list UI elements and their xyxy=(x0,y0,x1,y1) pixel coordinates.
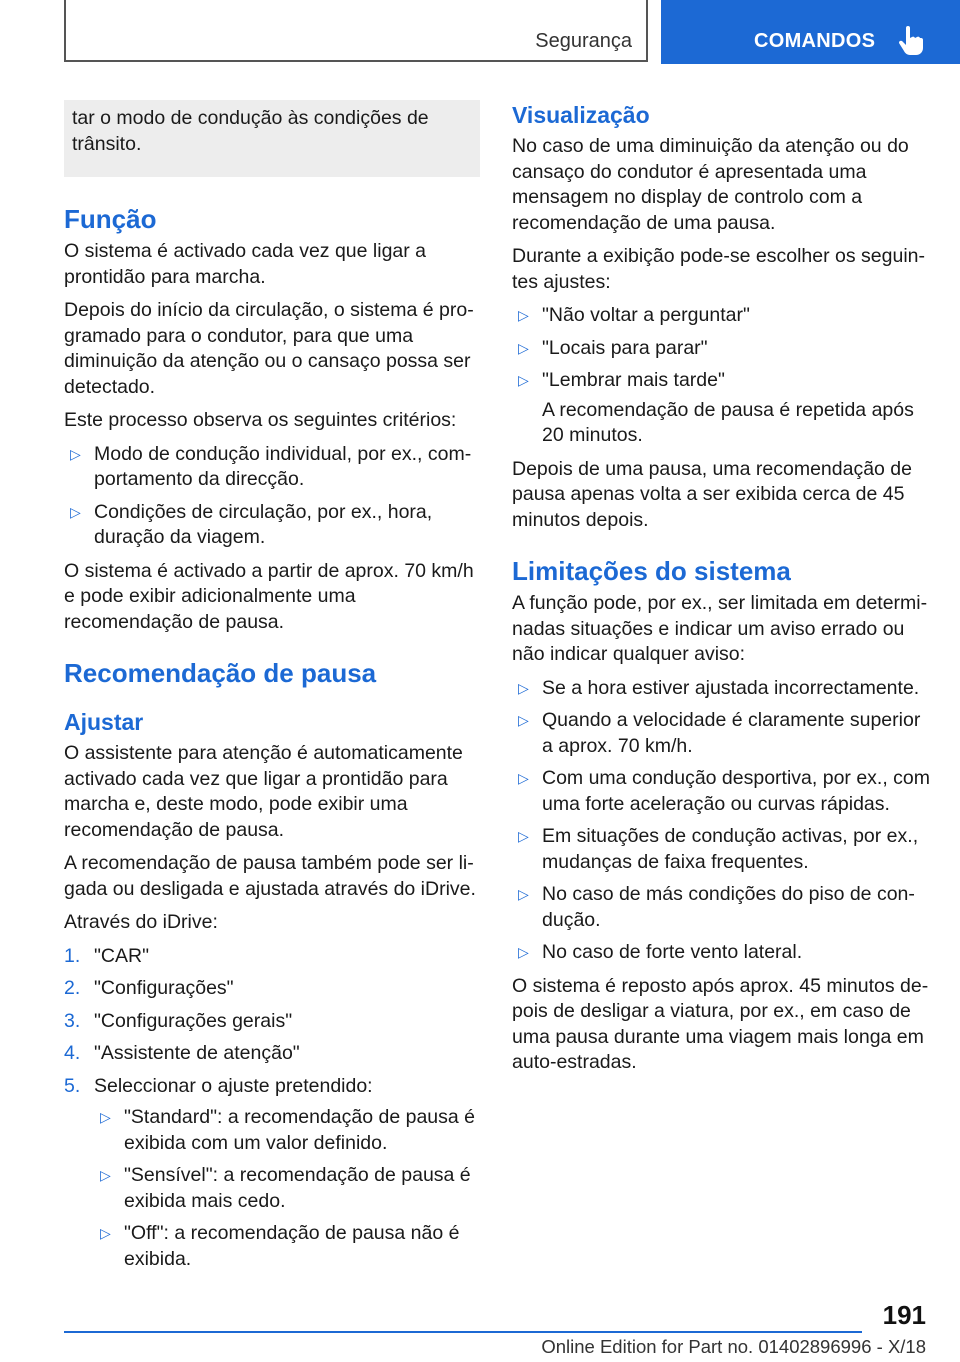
limitations-list xyxy=(512,676,932,966)
list-item-text: Modo de condução individual, por ex., comportamento da direcção. xyxy=(94,442,472,490)
idrive-steps xyxy=(64,944,480,1273)
page-number: 191 xyxy=(882,1300,926,1330)
triangle-bullet-icon: ▷ xyxy=(100,1167,111,1183)
pointing-hand-icon xyxy=(897,26,923,56)
list-item-text: Quando a velocidade é claramente superior a aprox. 70 km/h. xyxy=(542,709,921,757)
list-item-text: Se a hora estiver ajustada incorrectamente. xyxy=(542,676,920,699)
paragraph: A função pode, por ex., ser limitada em determinadas situações e indicar um aviso errado ou não indicar qualquer aviso: xyxy=(512,592,928,665)
triangle-bullet-icon: ▷ xyxy=(518,770,529,786)
list-item xyxy=(512,336,932,362)
list-item xyxy=(64,442,480,493)
criteria-list xyxy=(64,442,480,551)
paragraph: Depois do início da circulação, o sistema é programado para o condutor, para que uma diminuição da atenção ou o cansaço possa ser detectado. xyxy=(64,299,474,398)
step-item xyxy=(64,1009,480,1035)
list-item xyxy=(64,500,480,551)
ajustar-heading: Ajustar xyxy=(64,709,144,735)
recomendacao-heading: Recomendação de pausa xyxy=(64,658,377,688)
paragraph: O sistema é activado cada vez que ligar a prontidão para marcha. xyxy=(64,240,427,288)
step-text: "CAR" xyxy=(94,944,150,967)
option-text: "Off": a recomendação de pausa não é exibida. xyxy=(124,1222,460,1270)
step-number: 1. xyxy=(64,944,81,967)
list-item xyxy=(512,708,932,759)
triangle-bullet-icon: ▷ xyxy=(518,679,529,696)
paragraph: O sistema é activado a partir de aprox. 70 km/h e pode exibir adicionalmente uma recomendação de pausa. xyxy=(64,559,474,633)
chapter-title: COMANDOS xyxy=(754,30,876,52)
edition-text: Online Edition for Part no. 01402896996 - X/18 xyxy=(541,1336,926,1357)
triangle-bullet-icon: ▷ xyxy=(518,886,529,902)
list-item-text: "Lembrar mais tarde" xyxy=(542,369,725,391)
funcao-heading: Função xyxy=(64,204,157,234)
paragraph: Este processo observa os seguintes critérios: xyxy=(64,409,457,431)
header-frame xyxy=(64,0,648,62)
step-text: "Configurações gerais" xyxy=(94,1009,293,1032)
list-item xyxy=(512,368,932,394)
intro-text: tar o modo de condução às condições de trânsito. xyxy=(72,107,429,155)
triangle-bullet-icon: ▷ xyxy=(518,372,529,388)
paragraph: Através do iDrive: xyxy=(64,911,218,933)
visualizacao-heading: Visualização xyxy=(512,102,650,128)
section-title: Segurança xyxy=(535,30,632,52)
triangle-bullet-icon: ▷ xyxy=(518,339,529,356)
list-item-text: "Locais para parar" xyxy=(542,336,708,359)
step-item xyxy=(64,1074,480,1273)
list-item-text: No caso de más condições do piso de condução. xyxy=(542,883,915,931)
triangle-bullet-icon: ▷ xyxy=(70,503,81,520)
step-number: 4. xyxy=(64,1042,81,1064)
paragraph: Durante a exibição pode-se escolher os seguintes ajustes: xyxy=(512,245,926,293)
list-item-text: Com uma condução desportiva, por ex., com uma forte aceleração ou curvas rápidas. xyxy=(542,767,931,815)
step-number: 2. xyxy=(64,977,81,999)
list-item-text: "Não voltar a perguntar" xyxy=(542,304,750,326)
reminder-note: A recomendação de pausa é repetida após 20 minutos. xyxy=(542,398,914,446)
triangle-bullet-icon: ▷ xyxy=(70,445,81,462)
list-item xyxy=(512,824,932,875)
list-item xyxy=(512,766,932,817)
list-item xyxy=(512,940,932,966)
step-text: "Assistente de atenção" xyxy=(94,1042,300,1064)
paragraph: A recomendação de pausa também pode ser ligada ou desligada e ajustada através do iDrive. xyxy=(64,852,476,900)
limitacoes-heading: Limitações do sistema xyxy=(512,556,791,586)
list-item-text: Em situações de condução activas, por ex., mudanças de faixa frequentes. xyxy=(542,825,919,873)
triangle-bullet-icon: ▷ xyxy=(100,1109,111,1125)
list-item-text: No caso de forte vento lateral. xyxy=(542,941,803,963)
step-number: 5. xyxy=(64,1074,81,1097)
option-text: "Standard": a recomendação de pausa é exibida com um valor definido. xyxy=(124,1106,475,1154)
display-options-list xyxy=(512,303,932,394)
option-item xyxy=(94,1221,480,1272)
triangle-bullet-icon: ▷ xyxy=(518,712,529,728)
triangle-bullet-icon: ▷ xyxy=(518,944,529,960)
paragraph: O sistema é reposto após aprox. 45 minutos depois de desligar a viatura, por ex., em caso de uma pausa durante uma viagem mais longa em auto-estradas. xyxy=(512,974,929,1073)
step-number: 3. xyxy=(64,1009,81,1032)
step5-options xyxy=(94,1105,480,1272)
option-text: "Sensível": a recomendação de pausa é exibida mais cedo. xyxy=(124,1164,471,1212)
list-item xyxy=(512,676,932,702)
step-item xyxy=(64,1041,480,1067)
intro-box xyxy=(64,100,480,177)
step-item xyxy=(64,976,480,1002)
paragraph: Depois de uma pausa, uma recomendação de pausa apenas volta a ser exibida cerca de 45 minutos depois. xyxy=(512,457,912,531)
chapter-tab[interactable] xyxy=(661,0,960,64)
footer-divider xyxy=(64,1331,862,1333)
paragraph: No caso de uma diminuição da atenção ou do cansaço do condutor é apresentada uma mensagem no display de controlo com a recomendação de uma pausa. xyxy=(512,135,909,234)
list-item xyxy=(512,303,932,329)
triangle-bullet-icon: ▷ xyxy=(100,1225,111,1241)
step-text: "Configurações" xyxy=(94,977,234,999)
triangle-bullet-icon: ▷ xyxy=(518,828,529,844)
paragraph: O assistente para atenção é automaticamente activado cada vez que ligar a prontidão para marcha e, deste modo, pode exibir uma recomendação de pausa. xyxy=(64,742,463,841)
list-item xyxy=(512,882,932,933)
right-column xyxy=(512,100,932,1084)
option-item xyxy=(94,1105,480,1156)
step-item xyxy=(64,944,480,970)
triangle-bullet-icon: ▷ xyxy=(518,307,529,323)
left-column xyxy=(64,100,480,1280)
step-text: Seleccionar o ajuste pretendido: xyxy=(94,1074,373,1097)
option-item xyxy=(94,1163,480,1214)
list-item-text: Condições de circulação, por ex., hora, duração da viagem. xyxy=(94,500,433,548)
